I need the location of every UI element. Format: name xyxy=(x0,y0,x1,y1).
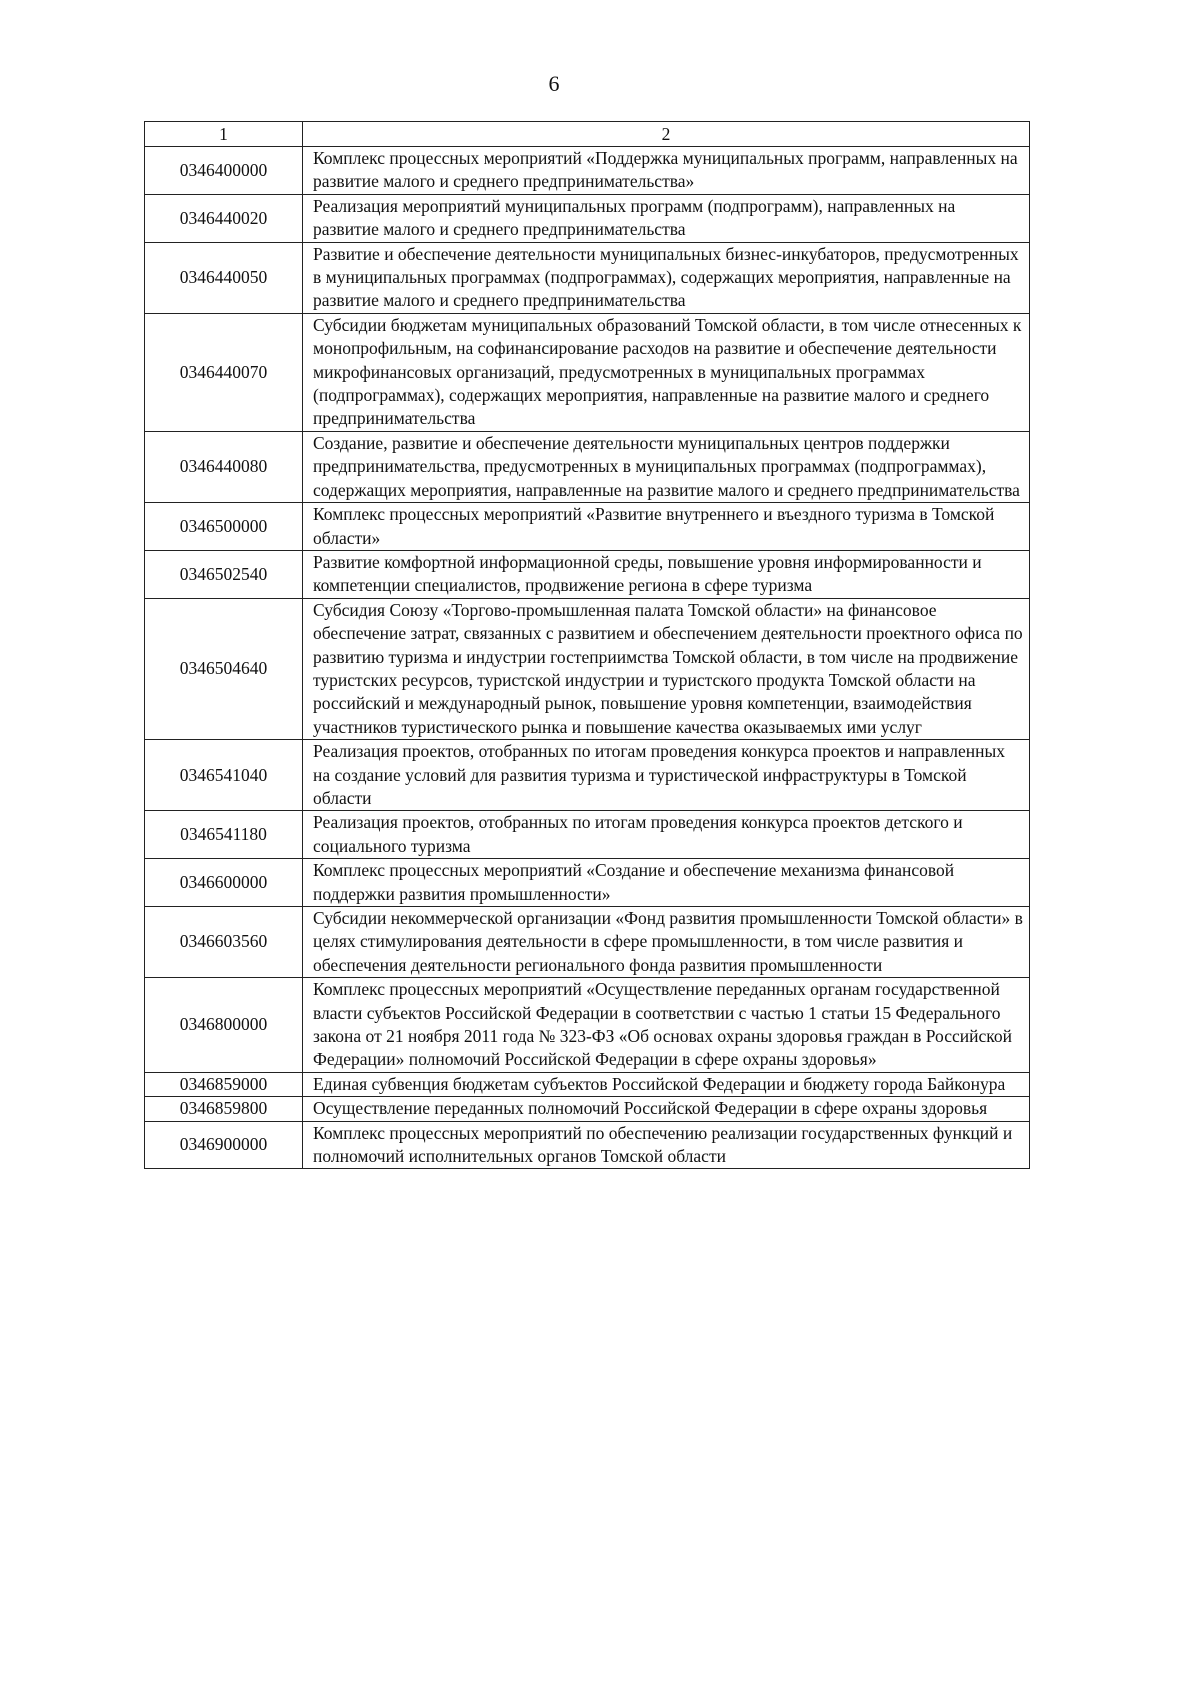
row-description: Субсидии некоммерческой организации «Фонд развития промышленности Томской области» в целях стимулирования деятельности в сфере промышленности, в том числе развития и обеспечения деятельности регионального фонда развития промышленности xyxy=(303,907,1030,978)
table-row xyxy=(145,313,1030,431)
row-code: 0346800000 xyxy=(145,978,303,1073)
table-row xyxy=(145,550,1030,598)
row-code: 0346541180 xyxy=(145,811,303,859)
row-description: Создание, развитие и обеспечение деятельности муниципальных центров поддержки предпринимательства, предусмотренных в муниципальных программах (подпрограммах), содержащих мероприятия, направленные на развитие малого и среднего предпринимательства xyxy=(303,431,1030,502)
row-description: Развитие и обеспечение деятельности муниципальных бизнес-инкубаторов, предусмотренных в муниципальных программах (подпрограммах), содержащих мероприятия, направленные на развитие малого и среднего предпринимательства xyxy=(303,242,1030,313)
row-code: 0346440080 xyxy=(145,431,303,502)
table-row xyxy=(145,740,1030,811)
row-code: 0346440020 xyxy=(145,194,303,242)
table-row xyxy=(145,194,1030,242)
table-row xyxy=(145,598,1030,739)
row-code: 0346859000 xyxy=(145,1072,303,1096)
page-number: 6 xyxy=(548,71,560,96)
row-description: Реализация мероприятий муниципальных программ (подпрограмм), направленных на развитие малого и среднего предпринимательства xyxy=(303,194,1030,242)
table-row xyxy=(145,147,1030,195)
row-description: Комплекс процессных мероприятий «Поддержка муниципальных программ, направленных на развитие малого и среднего предпринимательства» xyxy=(303,147,1030,195)
row-code: 0346502540 xyxy=(145,550,303,598)
row-description: Реализация проектов, отобранных по итогам проведения конкурса проектов и направленных на создание условий для развития туризма и туристической инфраструктуры в Томской области xyxy=(303,740,1030,811)
column-header-1: 1 xyxy=(145,122,303,147)
table-row xyxy=(145,978,1030,1073)
row-code: 0346440050 xyxy=(145,242,303,313)
table-row xyxy=(145,1072,1030,1096)
row-code: 0346500000 xyxy=(145,503,303,551)
table-row xyxy=(145,242,1030,313)
row-description: Субсидии бюджетам муниципальных образований Томской области, в том числе отнесенных к монопрофильным, на софинансирование расходов на развитие и обеспечение деятельности микрофинансовых организаций, предусмотренных в муниципальных программах (подпрограммах), содержащих мероприятия, направленные на развитие малого и среднего предпринимательства xyxy=(303,313,1030,431)
row-code: 0346440070 xyxy=(145,313,303,431)
table-row xyxy=(145,859,1030,907)
row-description: Комплекс процессных мероприятий «Развитие внутреннего и въездного туризма в Томской области» xyxy=(303,503,1030,551)
row-description: Развитие комфортной информационной среды, повышение уровня информированности и компетенции специалистов, продвижение региона в сфере туризма xyxy=(303,550,1030,598)
row-code: 0346400000 xyxy=(145,147,303,195)
row-description: Комплекс процессных мероприятий «Осуществление переданных органам государственной власти субъектов Российской Федерации в соответствии с частью 1 статьи 15 Федерального закона от 21 ноября 2011 года № 323-ФЗ «Об основах охраны здоровья граждан в Российской Федерации» полномочий Российской Федерации в сфере охраны здоровья» xyxy=(303,978,1030,1073)
row-code: 0346900000 xyxy=(145,1121,303,1169)
row-code: 0346859800 xyxy=(145,1097,303,1121)
row-description: Единая субвенция бюджетам субъектов Российской Федерации и бюджету города Байконура xyxy=(303,1072,1030,1096)
table-header-row xyxy=(145,122,1030,147)
row-code: 0346603560 xyxy=(145,907,303,978)
row-code: 0346504640 xyxy=(145,598,303,739)
table-row xyxy=(145,503,1030,551)
table-row xyxy=(145,811,1030,859)
table-row xyxy=(145,1097,1030,1121)
row-description: Субсидия Союзу «Торгово-промышленная палата Томской области» на финансовое обеспечение затрат, связанных с развитием и обеспечением деятельности проектного офиса по развитию туризма и индустрии гостеприимства Томской области, в том числе на продвижение туристских ресурсов, туристской индустрии и туристского продукта Томской области на российский и международный рынок, повышение уровня компетенции, взаимодействия участников туристического рынка и повышение качества оказываемых ими услуг xyxy=(303,598,1030,739)
row-description: Реализация проектов, отобранных по итогам проведения конкурса проектов детского и социального туризма xyxy=(303,811,1030,859)
budget-code-table xyxy=(144,121,1030,1169)
table-row xyxy=(145,1121,1030,1169)
row-description: Комплекс процессных мероприятий «Создание и обеспечение механизма финансовой поддержки развития промышленности» xyxy=(303,859,1030,907)
row-code: 0346600000 xyxy=(145,859,303,907)
row-code: 0346541040 xyxy=(145,740,303,811)
column-header-2: 2 xyxy=(303,122,1030,147)
table-row xyxy=(145,907,1030,978)
row-description: Комплекс процессных мероприятий по обеспечению реализации государственных функций и полномочий исполнительных органов Томской области xyxy=(303,1121,1030,1169)
row-description: Осуществление переданных полномочий Российской Федерации в сфере охраны здоровья xyxy=(303,1097,1030,1121)
table-row xyxy=(145,431,1030,502)
